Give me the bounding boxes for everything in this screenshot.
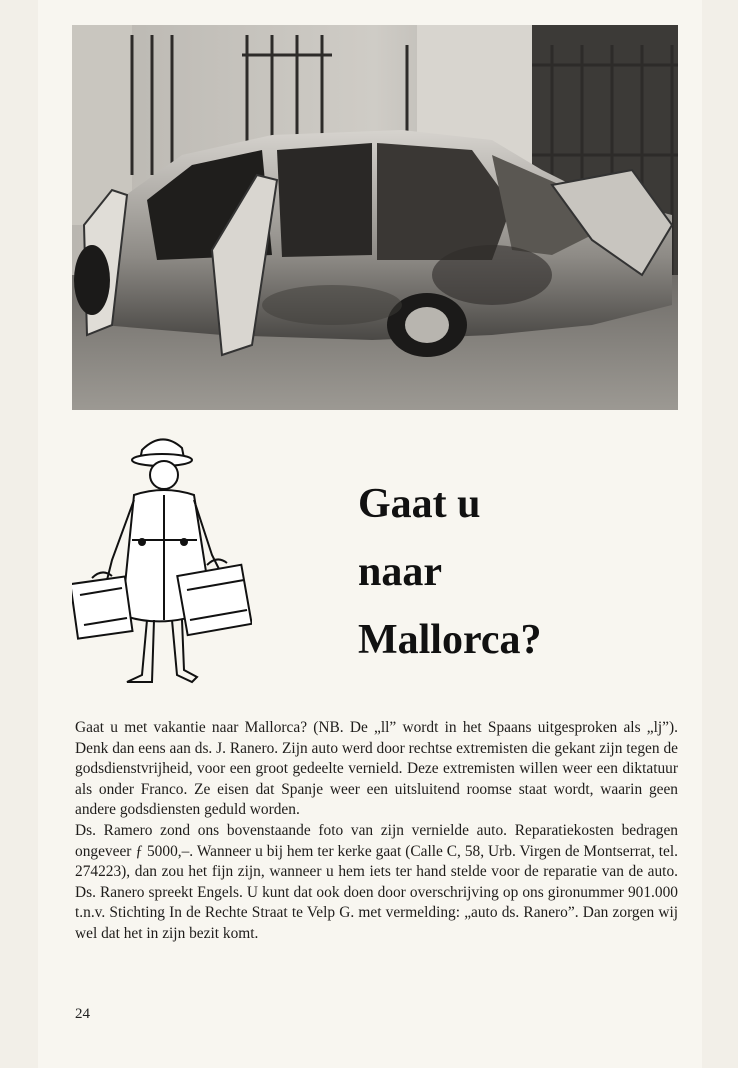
burned-car-photo: [72, 25, 678, 410]
article-paragraph-1: Gaat u met vakantie naar Mallorca? (NB. De „ll” wordt in het Spaans uitgesproken als „lj”). Denk dan eens aan ds. J. Ranero. Zijn auto werd door rechtse extremisten die gekant zijn tegen de godsdienstvrijheid, voor een groot gedeelte vernield. Deze extremisten willen weer een diktatuur als onder Franco. Ze eisen dat Spanje weer een uitsluitend roomse staat wordt, waarin geen andere godsdiensten geduld worden.: [75, 719, 678, 819]
article-paragraph-2: Ds. Ramero zond ons bovenstaande foto van zijn vernielde auto. Reparatiekosten bedragen ongeveer ƒ 5000,–. Wanneer u bij hem ter kerke gaat (Calle C, 58, Urb. Virgen de Montserrat, tel. 274223), dan zou het fijn zijn, wanneer u hem iets ter hand stelde voor de reparatie van de auto. Ds. Ranero spreekt Engels. U kunt dat ook doen door overschrijving op ons gironummer 901.000 t.n.v. Stichting In de Rechte Straat te Velp G. met vermelding: „auto ds. Ranero”. Dan zorgen wij wel dat het in zijn bezit komt.: [75, 821, 678, 942]
headline-line-3: Mallorca?: [358, 617, 542, 663]
headline-line-2: naar: [358, 549, 442, 595]
page-number: 24: [75, 1006, 90, 1022]
article-body: [75, 718, 678, 945]
headline: [358, 470, 678, 674]
headline-line-1: Gaat u: [358, 481, 481, 527]
traveler-with-suitcases-icon: [72, 430, 252, 690]
